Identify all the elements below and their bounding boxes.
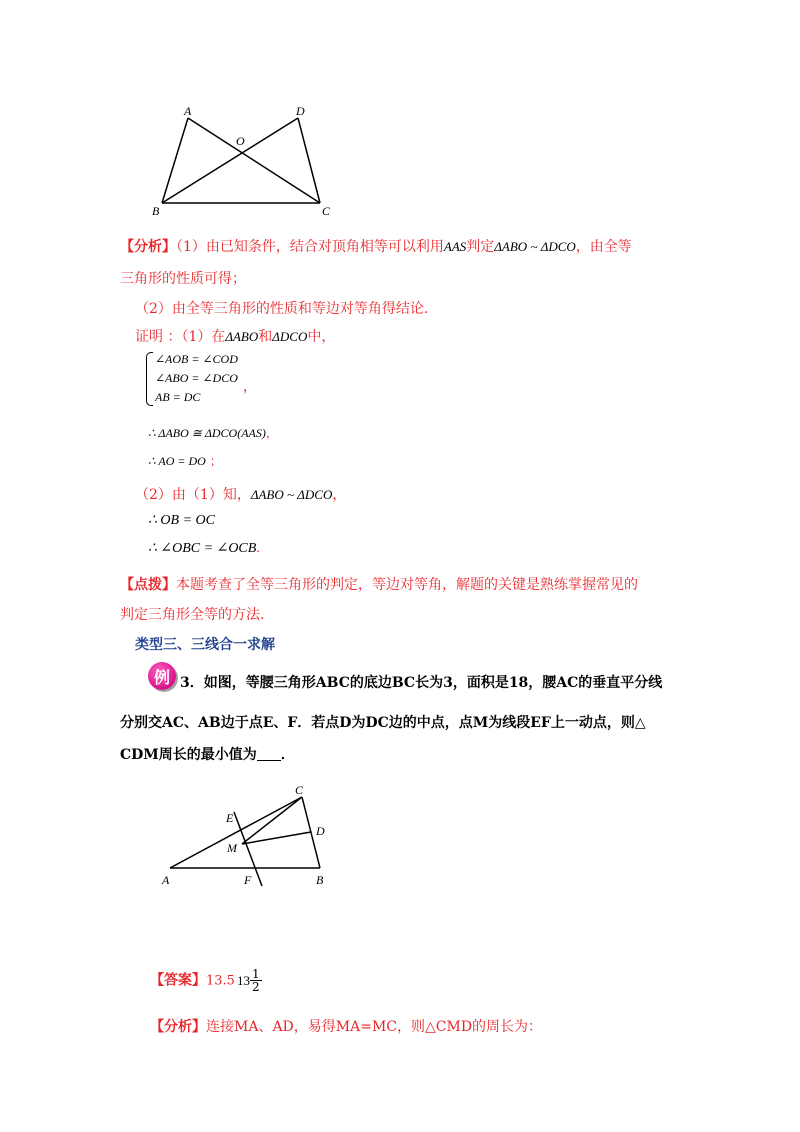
part2-line — [135, 484, 346, 504]
label-e2: E — [226, 811, 234, 825]
conclusion-2-math: ∴ AO = DO — [148, 454, 206, 468]
proof-tri2-math: ΔDCO — [272, 329, 308, 344]
segment-db — [162, 118, 298, 203]
comment-tag: 【点拨】 — [120, 577, 176, 593]
comment-line-1 — [120, 574, 638, 594]
conclusion-2-semi: ； — [209, 454, 222, 468]
label-d: D — [296, 104, 305, 118]
conclusion-1-math: ∴ ΔABO ≅ ΔDCO(AAS) — [148, 426, 266, 440]
conclusion-4-dot: . — [256, 541, 260, 556]
answer-line — [150, 968, 262, 993]
section-title: 类型三、三线合一求解 — [135, 637, 275, 653]
segment-cm — [242, 797, 302, 844]
condition-brace — [146, 352, 153, 406]
conclusion-1 — [148, 424, 278, 441]
example-line-3-text: CDM周长的最小值为 — [120, 747, 257, 763]
part2-text: （2）由（1）知， — [135, 487, 251, 503]
example-line-2: 分别交AC、AB边于点E、F．若点D为DC边的中点，点M为线段EF上一动点，则△ — [120, 715, 646, 731]
analysis2-line — [150, 1016, 542, 1036]
segment-ac — [188, 118, 320, 203]
proof-intro — [135, 326, 335, 346]
analysis2-text: 连接MA、AD，易得MA=MC，则△CMD的周长为： — [206, 1019, 543, 1035]
analysis-text-c: ，由全等 — [575, 239, 632, 255]
answer-tag: 【答案】 — [150, 972, 206, 989]
figure-quadrilateral — [140, 95, 350, 225]
condition-1: ∠AOB = ∠COD — [155, 352, 238, 366]
conclusion-1-comma: ， — [265, 426, 278, 440]
analysis-line-2: 三角形的性质可得； — [120, 271, 246, 287]
example-badge: 例 — [148, 662, 176, 690]
fraction-numerator: 1 — [251, 967, 260, 981]
proof-intro-post: 中， — [307, 329, 336, 345]
proof-tri1-math: ΔABO — [225, 329, 259, 344]
label-a2: A — [162, 873, 170, 887]
condition-comma: ， — [243, 379, 257, 395]
comment-text: 本题考查了全等三角形的判定，等边对等角，解题的关键是熟练掌握常见的 — [176, 577, 638, 593]
answer-blank — [257, 748, 281, 761]
analysis2-tag: 【分析】 — [150, 1019, 206, 1035]
answer-fraction — [250, 968, 262, 993]
condition-2: ∠ABO = ∠DCO — [155, 371, 238, 385]
conclusion-3: ∴ OB = OC — [148, 513, 215, 528]
condition-3: AB = DC — [155, 390, 201, 404]
label-o: O — [236, 134, 245, 148]
analysis-text-b: 判定 — [466, 239, 495, 255]
example-line-3-end: ． — [280, 747, 295, 763]
analysis-tag: 【分析】 — [120, 239, 176, 255]
part2-comma: ， — [332, 487, 347, 503]
answer-mixed-whole: 13 — [236, 972, 250, 988]
label-a: A — [184, 104, 192, 118]
label-c2: C — [295, 783, 304, 797]
fraction-denominator: 2 — [251, 980, 260, 994]
segment-ac2 — [170, 797, 302, 868]
segment-md — [242, 832, 311, 844]
label-b2: B — [316, 873, 324, 887]
analysis-line-3: （2）由全等三角形的性质和等边对等角得结论. — [135, 301, 429, 317]
aas-math: AAS — [443, 239, 467, 254]
part2-tri-math: ΔABO ~ ΔDCO — [250, 487, 333, 502]
answer-value: 13.5 — [206, 973, 235, 989]
triangle-relation-math: ΔABO ~ ΔDCO — [494, 239, 576, 254]
conclusion-4-math: ∴ ∠OBC = ∠OCB — [148, 541, 257, 556]
label-b: B — [152, 204, 160, 218]
conclusion-2 — [148, 452, 222, 469]
proof-intro-text: 证明 ：（1）在 — [135, 329, 226, 345]
label-c: C — [322, 204, 331, 218]
label-d2: D — [316, 824, 325, 838]
figure-triangle — [150, 780, 350, 895]
segment-ab — [162, 118, 188, 203]
conclusion-4 — [148, 540, 260, 557]
analysis-text-a: （1）由已知条件，结合对顶角相等可以利用 — [176, 239, 444, 255]
label-f2: F — [244, 873, 252, 887]
analysis-line-1 — [120, 236, 632, 256]
example-line-1: 3．如图，等腰三角形ABC的底边BC长为3，面积是18，腰AC的垂直平分线 — [180, 675, 663, 691]
example-line-3 — [120, 744, 295, 764]
comment-line-2: 判定三角形全等的方法. — [120, 607, 265, 623]
proof-and: 和 — [258, 329, 273, 345]
label-m2: M — [227, 841, 237, 855]
